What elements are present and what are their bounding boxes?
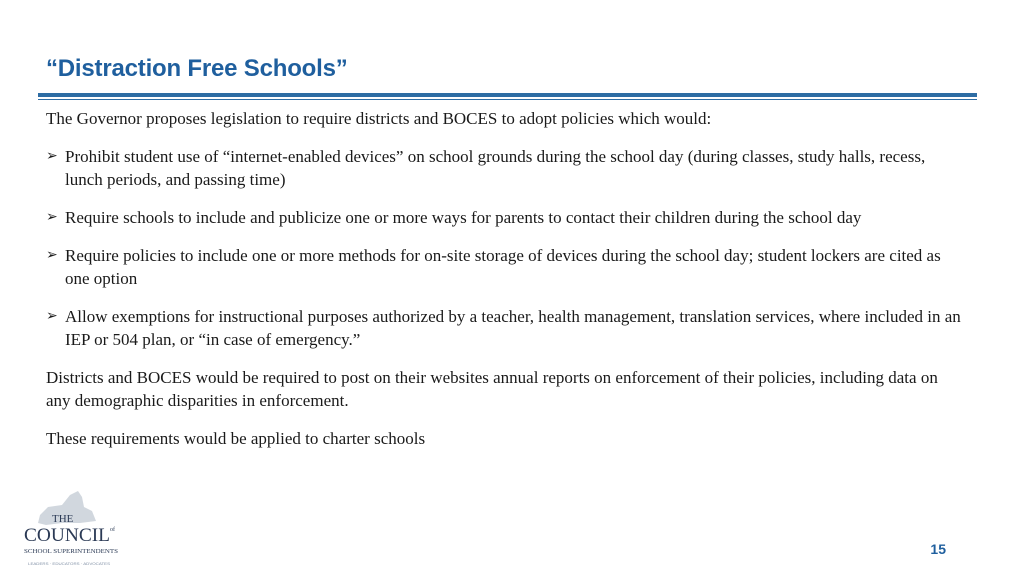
slide-title: “Distraction Free Schools” — [46, 55, 348, 82]
bullet-text: Require policies to include one or more methods for on-site storage of devices during the school day; student lockers are cited as one option — [65, 246, 941, 288]
bullet-text: Require schools to include and publicize one or more ways for parents to contact their children during the school day — [65, 208, 862, 227]
bullet-item — [46, 244, 966, 290]
bullet-item — [46, 305, 966, 351]
page-number: 15 — [930, 541, 946, 557]
logo-council: COUNCIL — [24, 525, 110, 546]
bullet-item — [46, 145, 966, 191]
logo-the: THE — [52, 513, 74, 525]
intro-text: The Governor proposes legislation to require districts and BOCES to adopt policies which would: — [46, 109, 712, 128]
title-divider-thin — [38, 99, 977, 100]
logo-of: of — [110, 527, 115, 533]
arrow-bullet-icon: ➢ — [46, 148, 58, 164]
slide-body — [46, 107, 966, 465]
arrow-bullet-icon: ➢ — [46, 209, 58, 225]
title-divider — [38, 93, 977, 97]
closing-text: These requirements would be applied to charter schools — [46, 429, 426, 448]
arrow-bullet-icon: ➢ — [46, 308, 58, 324]
arrow-bullet-icon: ➢ — [46, 247, 58, 263]
logo-tagline: LEADERS · EDUCATORS · ADVOCATES — [28, 561, 111, 566]
bullet-item — [46, 206, 966, 229]
closing-text: Districts and BOCES would be required to post on their websites annual reports on enforcement of their policies, including data on any demographic disparities in enforcement. — [46, 368, 938, 410]
bullet-text: Allow exemptions for instructional purposes authorized by a teacher, health management, translation services, where included in an IEP or 504 plan, or “in case of emergency.” — [65, 307, 961, 349]
logo-superintendents: SCHOOL SUPERINTENDENTS — [24, 548, 119, 555]
bullet-text: Prohibit student use of “internet-enabled devices” on school grounds during the school day (during classes, study halls, recess, lunch periods, and passing time) — [65, 147, 926, 189]
council-logo — [22, 485, 122, 570]
